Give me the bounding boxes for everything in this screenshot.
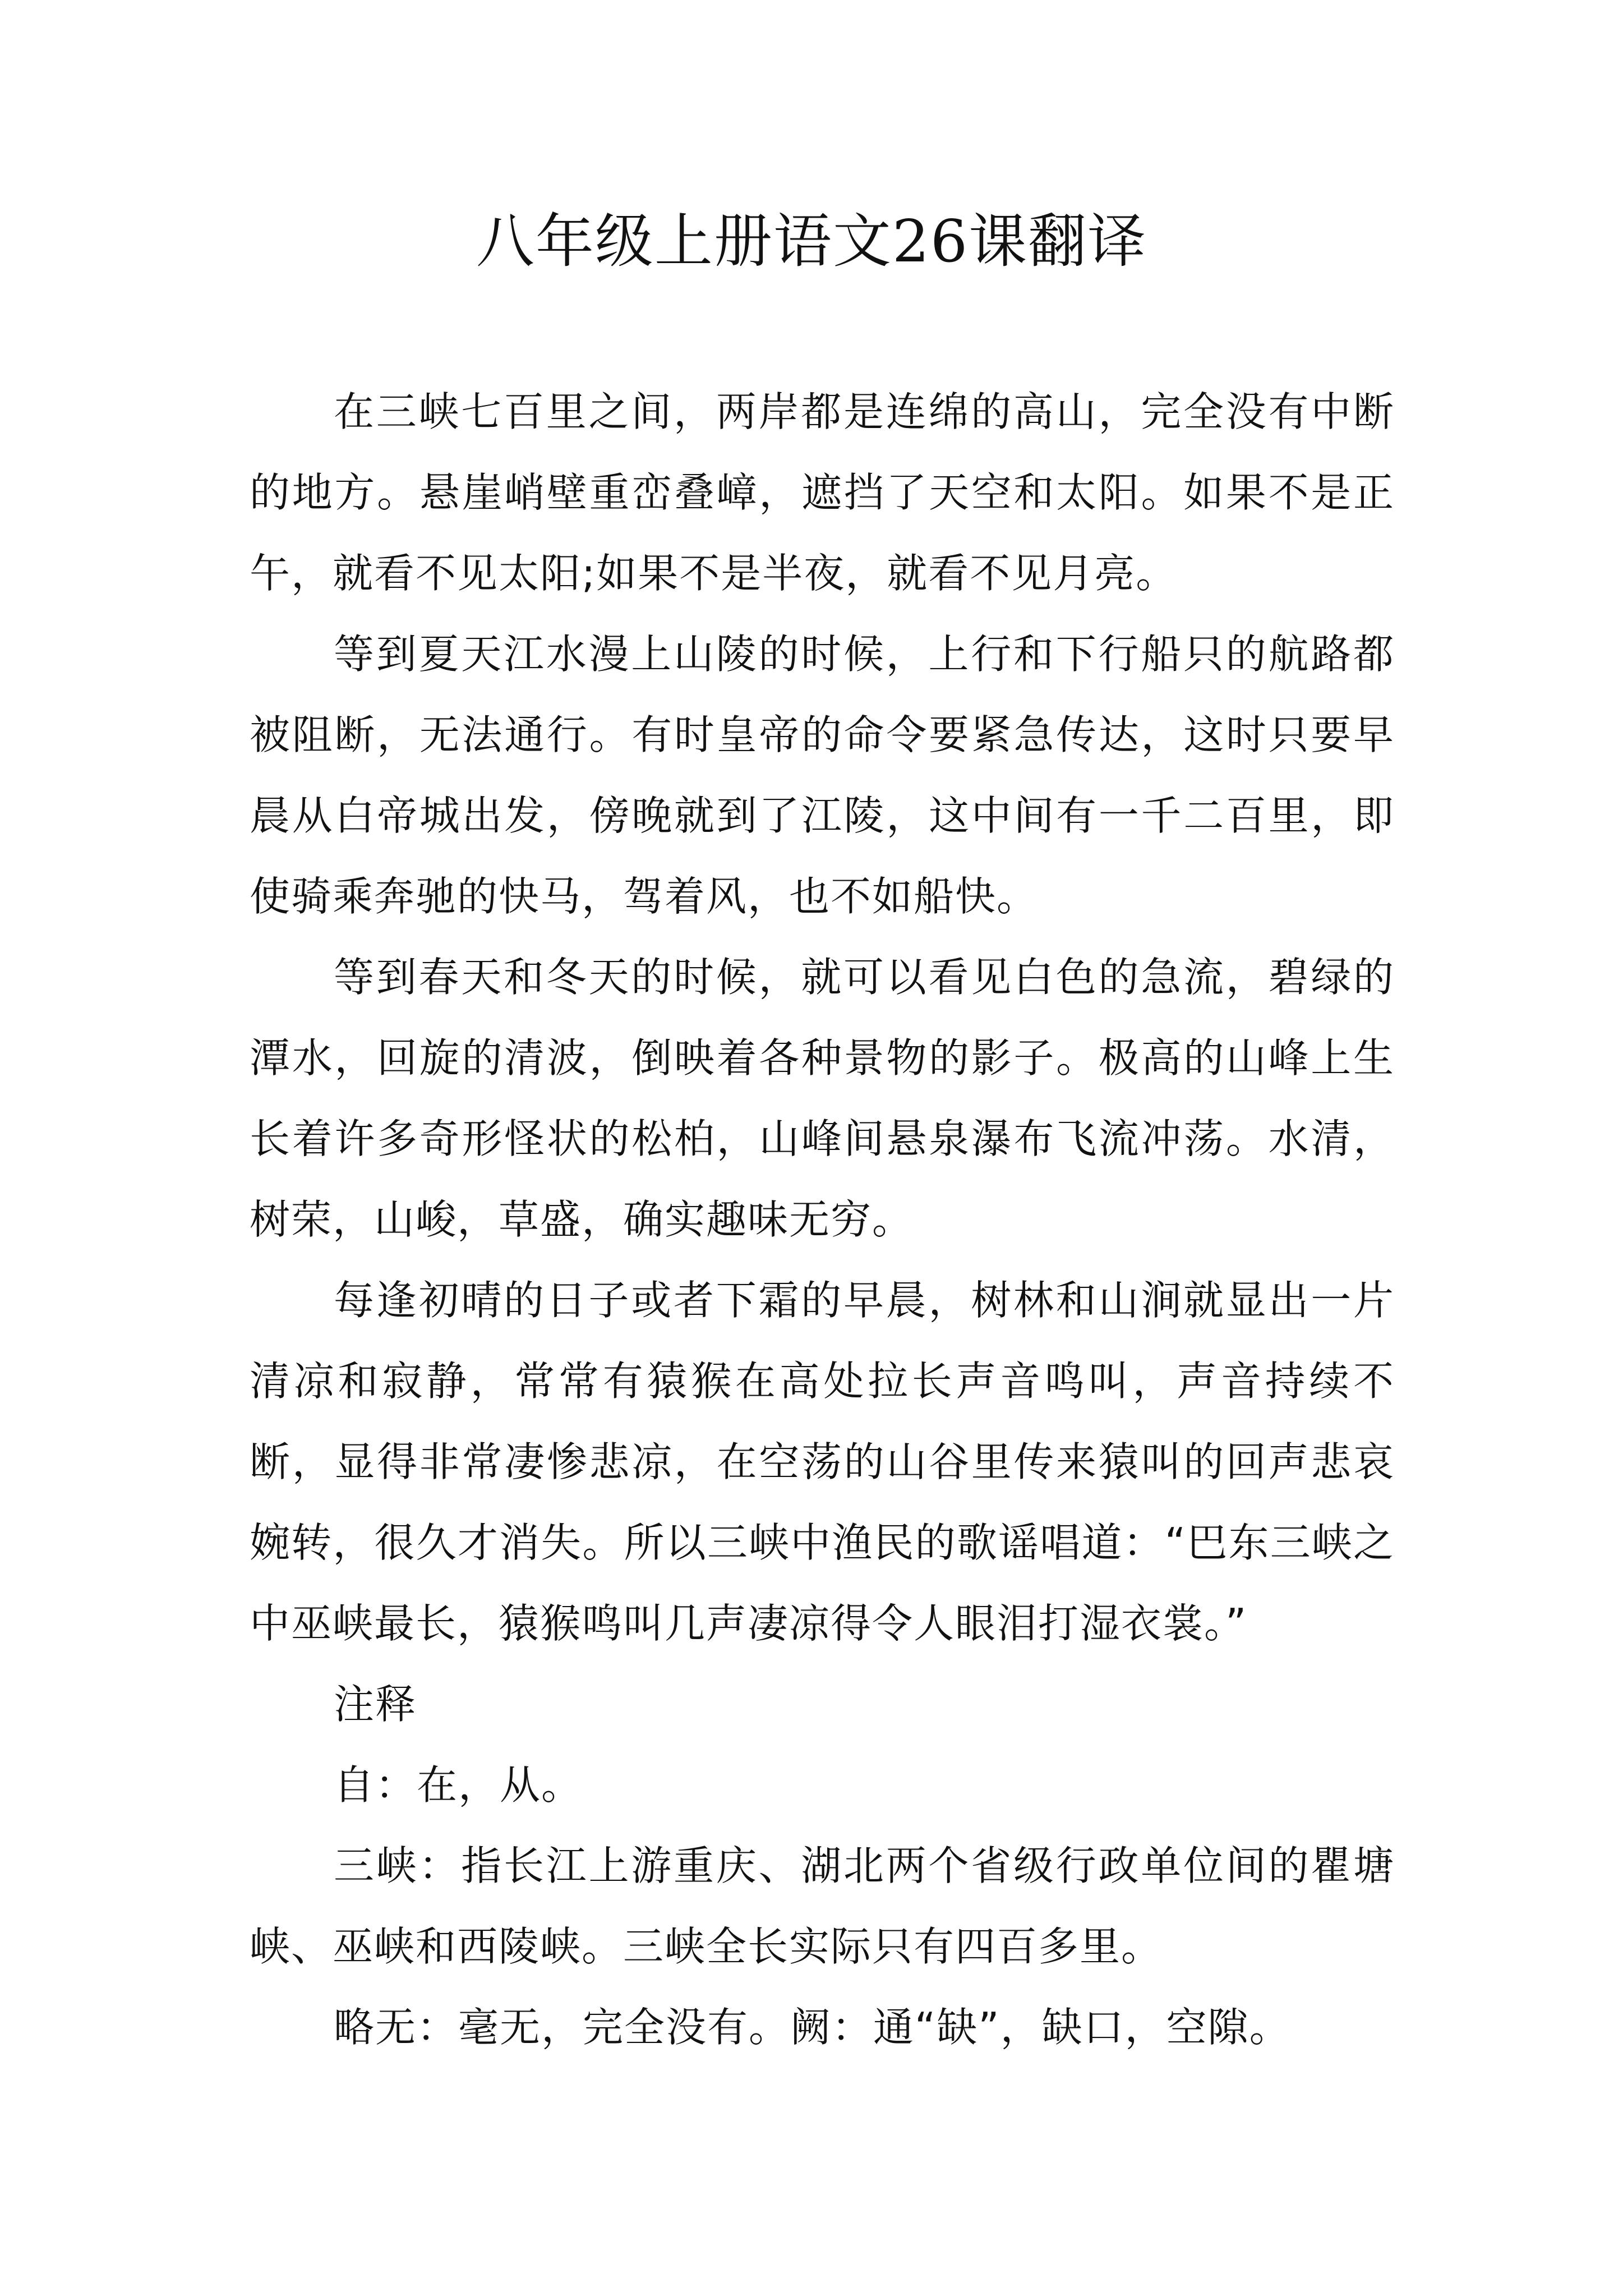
note-item: 三峡：指长江上游重庆、湖北两个省级行政单位间的瞿塘峡、巫峡和西陵峡。三峡全长实际只有四百多里。 <box>250 1842 1395 1970</box>
paragraph: 等到夏天江水漫上山陵的时候，上行和下行船只的航路都被阻断，无法通行。有时皇帝的命令要紧急传达，这时只要早晨从白帝城出发，傍晚就到了江陵，这中间有一千二百里，即使骑乘奔驰的快马，驾着风，也不如船快。 <box>250 631 1395 920</box>
paragraph: 等到春天和冬天的时候，就可以看见白色的急流，碧绿的潭水，回旋的清波，倒映着各种景物的影子。极高的山峰上生长着许多奇形怪状的松柏，山峰间悬泉瀑布飞流冲荡。水清，树荣，山峻，草盛，确实趣味无穷。 <box>250 954 1395 1243</box>
notes-heading: 注释 <box>334 1681 417 1728</box>
paragraph: 在三峡七百里之间，两岸都是连绵的高山，完全没有中断的地方。悬崖峭壁重峦叠嶂，遮挡了天空和太阳。如果不是正午，就看不见太阳;如果不是半夜，就看不见月亮。 <box>250 388 1395 597</box>
note-item: 略无：毫无，完全没有。阙：通“缺”，缺口，空隙。 <box>334 2004 1291 2051</box>
note-item: 自：在，从。 <box>334 1761 583 1809</box>
document-title: 八年级上册语文26课翻译 <box>476 207 1147 275</box>
paragraph: 每逢初晴的日子或者下霜的早晨，树林和山涧就显出一片清凉和寂静，常常有猿猴在高处拉长声音鸣叫，声音持续不断，显得非常凄惨悲凉，在空荡的山谷里传来猿叫的回声悲哀婉转，很久才消失。所以三峡中渔民的歌谣唱道：“巴东三峡之中巫峡最长，猿猴鸣叫几声凄凉得令人眼泪打湿衣裳。” <box>250 1277 1395 1647</box>
document-body <box>250 371 1395 2068</box>
